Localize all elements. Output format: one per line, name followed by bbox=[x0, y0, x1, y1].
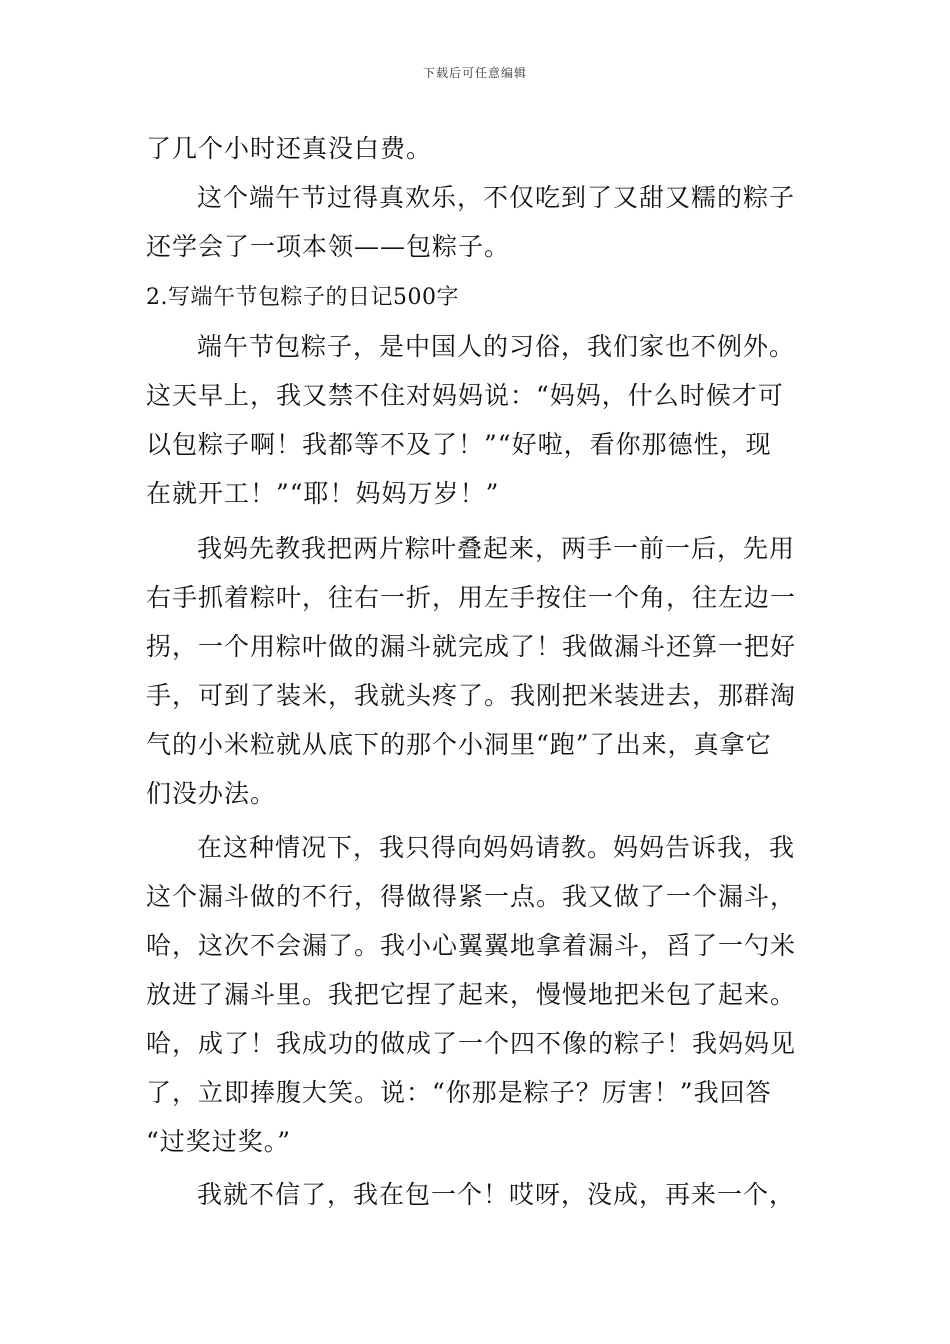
text-line: “过奖过奖。” bbox=[146, 1127, 292, 1156]
text-line: 了几个小时还真没白费。 bbox=[146, 134, 433, 163]
text-line: 在就开工！”“耶！妈妈万岁！” bbox=[146, 479, 500, 508]
text-line: 们没办法。 bbox=[146, 779, 277, 808]
text-line: 这天早上，我又禁不住对妈妈说：“妈妈，什么时候才可 bbox=[146, 381, 784, 410]
text-line: 以包粽子啊！我都等不及了！”“好啦，看你那德性，现 bbox=[146, 430, 772, 459]
text-line: 右手抓着粽叶，往右一折，用左手按住一个角，往左边一 bbox=[146, 583, 797, 612]
paragraph-first-line: 我妈先教我把两片粽叶叠起来，两手一前一后，先用 bbox=[197, 534, 796, 563]
page-header: 下载后可任意编辑 bbox=[422, 66, 527, 80]
text-line: 拐，一个用粽叶做的漏斗就完成了！我做漏斗还算一把好 bbox=[146, 632, 797, 661]
paragraph-first-line: 在这种情况下，我只得向妈妈请教。妈妈告诉我，我 bbox=[197, 833, 796, 862]
section-heading: 2.写端午节包粽子的日记500字 bbox=[146, 285, 459, 310]
text-line: 哈，这次不会漏了。我小心翼翼地拿着漏斗，舀了一勺米 bbox=[146, 931, 797, 960]
text-line: 还学会了一项本领——包粽子。 bbox=[146, 232, 511, 261]
paragraph-first-line: 这个端午节过得真欢乐，不仅吃到了又甜又糯的粽子 bbox=[197, 183, 796, 212]
text-line: 放进了漏斗里。我把它捏了起来，慢慢地把米包了起来。 bbox=[146, 980, 797, 1009]
paragraph-first-line: 端午节包粽子，是中国人的习俗，我们家也不例外。 bbox=[197, 332, 796, 361]
text-line: 这个漏斗做的不行，得做得紧一点。我又做了一个漏斗， bbox=[146, 882, 797, 911]
text-line: 气的小米粒就从底下的那个小洞里“跑”了出来，真拿它 bbox=[146, 730, 772, 759]
text-line: 哈，成了！我成功的做成了一个四不像的粽子！我妈妈见 bbox=[146, 1029, 797, 1058]
paragraph-first-line: 我就不信了，我在包一个！哎呀，没成，再来一个， bbox=[197, 1180, 796, 1209]
text-line: 手，可到了装米，我就头疼了。我刚把米装进去，那群淘 bbox=[146, 681, 797, 710]
text-line: 了，立即捧腹大笑。说：“你那是粽子？厉害！”我回答 bbox=[146, 1078, 772, 1107]
